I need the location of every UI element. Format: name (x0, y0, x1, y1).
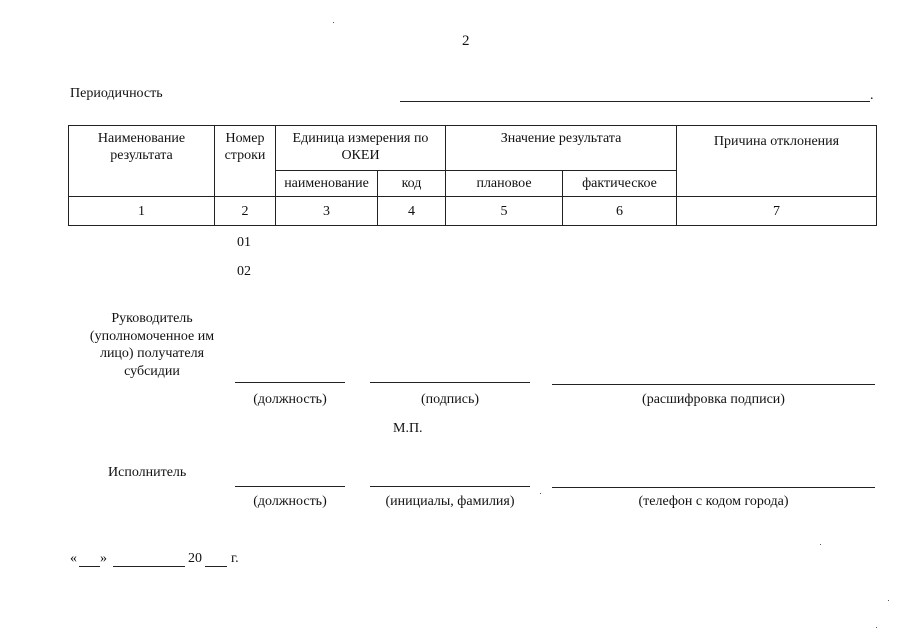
row-code: 01 (237, 235, 251, 250)
results-table (68, 125, 877, 226)
column-number: 4 (378, 197, 446, 226)
header-actual: фактическое (563, 171, 677, 197)
scan-speck (333, 22, 334, 23)
scan-speck (820, 544, 821, 545)
date-close-quote: » (100, 551, 107, 566)
periodicity-end-mark: . (870, 88, 874, 103)
executor-position-field[interactable] (235, 486, 345, 487)
column-number: 1 (69, 197, 215, 226)
date-year-suffix: г. (231, 551, 239, 566)
head-signature-caption: (подпись) (420, 392, 480, 407)
date-month-field[interactable] (113, 566, 185, 567)
executor-name-caption: (инициалы, фамилия) (385, 494, 515, 509)
column-number: 3 (276, 197, 378, 226)
row-code: 02 (237, 264, 251, 279)
scan-speck (888, 600, 889, 601)
date-day-field[interactable] (79, 566, 100, 567)
column-number: 7 (677, 197, 877, 226)
header-planned: плановое (446, 171, 563, 197)
date-year-field[interactable] (205, 566, 227, 567)
head-signatory-label: Руководитель (уполномоченное им лицо) получателя субсидии (89, 311, 215, 379)
header-deviation-reason: Причина отклонения (677, 126, 877, 197)
header-okei: Единица измерения по ОКЕИ (276, 126, 446, 171)
executor-phone-field[interactable] (552, 487, 875, 488)
head-decoding-field[interactable] (552, 384, 875, 385)
periodicity-label: Периодичность (70, 86, 163, 101)
head-position-caption: (должность) (253, 392, 327, 407)
executor-label: Исполнитель (108, 465, 187, 480)
executor-name-field[interactable] (370, 486, 530, 487)
scan-speck (876, 627, 877, 628)
scan-speck (540, 493, 541, 494)
head-position-field[interactable] (235, 382, 345, 383)
date-year-prefix: 20 (188, 551, 202, 566)
head-decoding-caption: (расшифровка подписи) (642, 392, 785, 407)
date-open-quote: « (70, 551, 77, 566)
head-signature-field[interactable] (370, 382, 530, 383)
column-number: 6 (563, 197, 677, 226)
header-okei-name: наименование (276, 171, 378, 197)
header-result-name: Наименование результата (69, 126, 215, 197)
header-okei-code: код (378, 171, 446, 197)
stamp-mark: М.П. (393, 421, 423, 436)
column-number: 5 (446, 197, 563, 226)
header-row-number: Номер строки (215, 126, 276, 197)
executor-phone-caption: (телефон с кодом города) (638, 494, 789, 509)
periodicity-field[interactable] (400, 101, 870, 102)
column-number: 2 (215, 197, 276, 226)
executor-position-caption: (должность) (253, 494, 327, 509)
header-result-value: Значение результата (446, 126, 677, 171)
page-number: 2 (462, 33, 470, 49)
